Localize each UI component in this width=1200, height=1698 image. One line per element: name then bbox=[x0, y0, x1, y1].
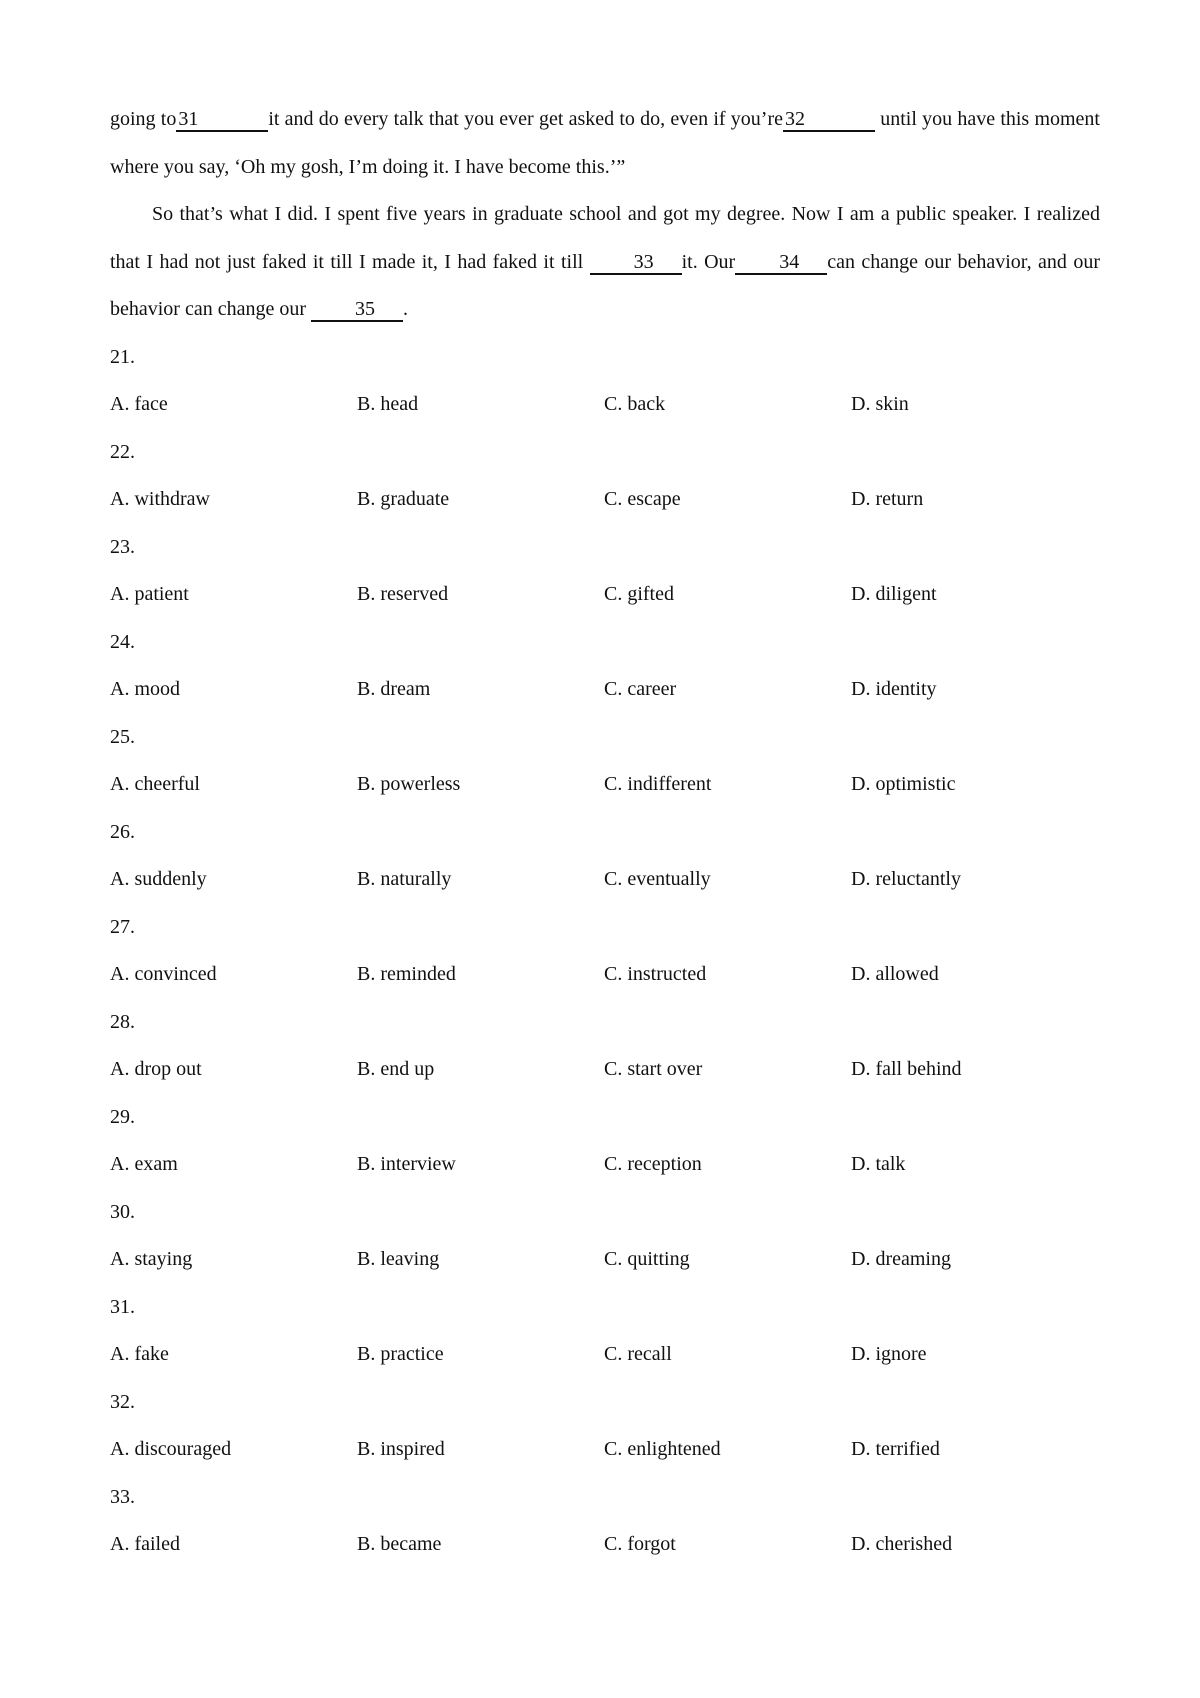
option-c: C. recall bbox=[604, 1343, 672, 1365]
options-row bbox=[110, 476, 1100, 524]
options-row bbox=[110, 1236, 1100, 1284]
question-list bbox=[110, 334, 1100, 1569]
question-number: 24. bbox=[110, 630, 135, 653]
options-row bbox=[110, 856, 1100, 904]
option-d: D. return bbox=[851, 488, 924, 510]
passage-text: can change our behavior, and our behavior can change our bbox=[110, 250, 1100, 320]
question-number: 29. bbox=[110, 1105, 135, 1128]
option-d: D. diligent bbox=[851, 583, 937, 605]
options-row bbox=[110, 571, 1100, 619]
question-number: 21. bbox=[110, 345, 135, 368]
option-d: D. cherished bbox=[851, 1533, 953, 1555]
question-number: 31. bbox=[110, 1295, 135, 1318]
passage-text: until you have this moment where you say, ‘Oh my gosh, I’m doing it. I have become this.’” bbox=[110, 108, 1100, 178]
passage-paragraph-1 bbox=[110, 96, 1100, 191]
blank-35: 35 bbox=[311, 298, 403, 322]
option-c: C. start over bbox=[604, 1058, 703, 1080]
option-c: C. forgot bbox=[604, 1533, 676, 1555]
option-d: D. fall behind bbox=[851, 1058, 962, 1080]
option-a: A. exam bbox=[110, 1153, 178, 1175]
options-row bbox=[110, 666, 1100, 714]
option-b: B. reserved bbox=[357, 583, 449, 605]
question-number: 30. bbox=[110, 1200, 135, 1223]
passage-text: it and do every talk that you ever get asked to do, even if you’re bbox=[268, 108, 783, 130]
option-b: B. inspired bbox=[357, 1438, 445, 1460]
option-b: B. powerless bbox=[357, 773, 461, 795]
option-d: D. identity bbox=[851, 678, 937, 700]
option-a: A. discouraged bbox=[110, 1438, 232, 1460]
option-c: C. back bbox=[604, 393, 666, 415]
option-c: C. gifted bbox=[604, 583, 674, 605]
options-row bbox=[110, 1046, 1100, 1094]
option-b: B. became bbox=[357, 1533, 442, 1555]
option-a: A. drop out bbox=[110, 1058, 202, 1080]
option-c: C. indifferent bbox=[604, 773, 712, 795]
question-number: 28. bbox=[110, 1010, 135, 1033]
options-row bbox=[110, 1426, 1100, 1474]
option-c: C. eventually bbox=[604, 868, 711, 890]
option-b: B. graduate bbox=[357, 488, 450, 510]
option-c: C. enlightened bbox=[604, 1438, 721, 1460]
passage-paragraph-2 bbox=[110, 191, 1100, 334]
passage-text: So that’s what I did. I spent five years in graduate school and got my degree. Now I am a public speaker. I realized that I had not just faked it till I made it, I had faked it till bbox=[110, 203, 1100, 273]
option-b: B. dream bbox=[357, 678, 431, 700]
option-d: D. talk bbox=[851, 1153, 906, 1175]
option-b: B. leaving bbox=[357, 1248, 440, 1270]
option-a: A. staying bbox=[110, 1248, 193, 1270]
option-a: A. convinced bbox=[110, 963, 217, 985]
option-b: B. end up bbox=[357, 1058, 435, 1080]
option-a: A. suddenly bbox=[110, 868, 207, 890]
option-a: A. failed bbox=[110, 1533, 180, 1555]
option-d: D. ignore bbox=[851, 1343, 927, 1365]
blank-31: 31 bbox=[176, 108, 268, 132]
passage-text: . bbox=[403, 298, 409, 320]
question-number: 23. bbox=[110, 535, 135, 558]
question-number: 25. bbox=[110, 725, 135, 748]
option-b: B. practice bbox=[357, 1343, 444, 1365]
blank-32: 32 bbox=[783, 108, 875, 132]
option-c: C. career bbox=[604, 678, 677, 700]
options-row bbox=[110, 951, 1100, 999]
passage-text: going to bbox=[110, 108, 177, 130]
option-a: A. cheerful bbox=[110, 773, 200, 795]
document-page bbox=[110, 96, 1100, 1569]
option-c: C. instructed bbox=[604, 963, 707, 985]
option-a: A. face bbox=[110, 393, 168, 415]
option-b: B. interview bbox=[357, 1153, 456, 1175]
question-number: 33. bbox=[110, 1485, 135, 1508]
option-c: C. reception bbox=[604, 1153, 702, 1175]
options-row bbox=[110, 1331, 1100, 1379]
passage-text: it. Our bbox=[681, 250, 736, 273]
option-b: B. reminded bbox=[357, 963, 456, 985]
option-a: A. fake bbox=[110, 1343, 169, 1365]
option-a: A. withdraw bbox=[110, 488, 210, 510]
options-row bbox=[110, 381, 1100, 429]
option-a: A. mood bbox=[110, 678, 180, 700]
option-b: B. naturally bbox=[357, 868, 452, 890]
options-row bbox=[110, 1521, 1100, 1569]
options-row bbox=[110, 761, 1100, 809]
option-b: B. head bbox=[357, 393, 419, 415]
option-d: D. skin bbox=[851, 393, 909, 415]
question-number: 32. bbox=[110, 1390, 135, 1413]
blank-34: 34 bbox=[735, 251, 827, 275]
blank-33: 33 bbox=[590, 251, 682, 275]
option-c: C. escape bbox=[604, 488, 681, 510]
option-d: D. terrified bbox=[851, 1438, 940, 1460]
question-number: 22. bbox=[110, 440, 135, 463]
option-d: D. dreaming bbox=[851, 1248, 951, 1270]
question-number: 26. bbox=[110, 820, 135, 843]
option-c: C. quitting bbox=[604, 1248, 690, 1270]
question-number: 27. bbox=[110, 915, 135, 938]
option-d: D. allowed bbox=[851, 963, 939, 985]
options-row bbox=[110, 1141, 1100, 1189]
option-d: D. optimistic bbox=[851, 773, 956, 795]
option-d: D. reluctantly bbox=[851, 868, 961, 890]
option-a: A. patient bbox=[110, 583, 189, 605]
